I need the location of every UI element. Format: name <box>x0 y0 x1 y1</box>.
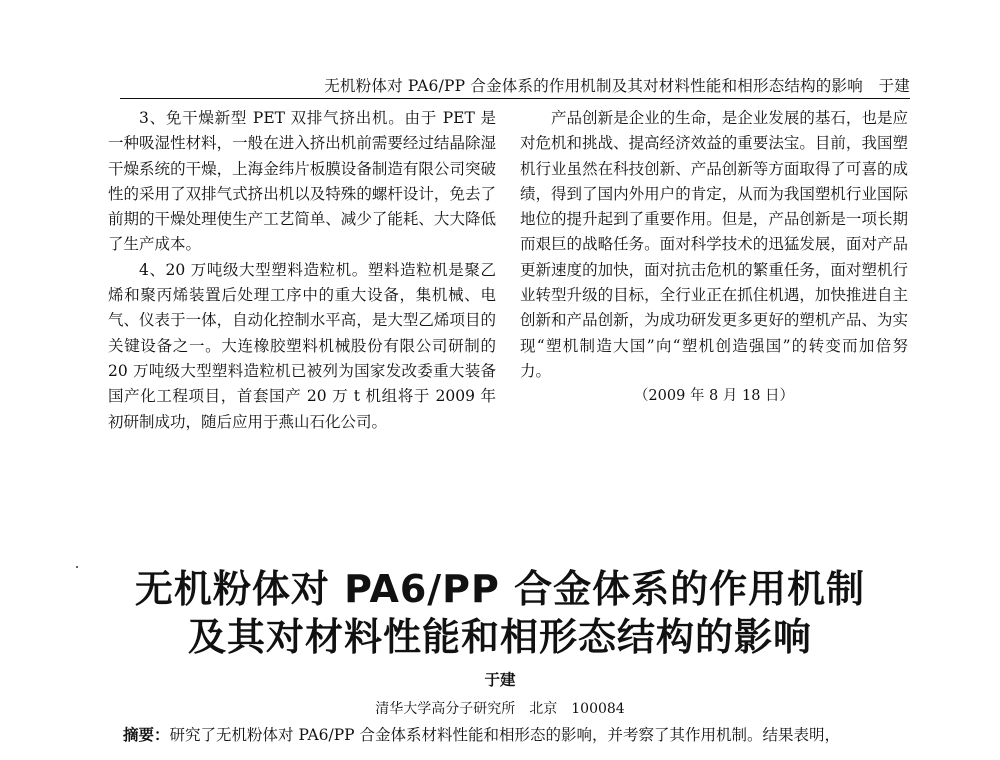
title-line-1: 无机粉体对 PA6/PP 合金体系的作用机制 <box>134 567 866 611</box>
right-column <box>520 106 908 410</box>
left-paragraph-2: 4、20 万吨级大型塑料造粒机。塑料造粒机是聚乙烯和聚丙烯装置后处理工序中的重大设备，集机械、电气、仪表于一体，自动化控制水平高，是大型乙烯项目的关键设备之一。大连橡胶塑料机械股份有限公司研制的 20 万吨级大型塑料造粒机已被列为国家发改委重大装备国产化工程项目，首套国产 20 万 t 机组将于 2009 年初研制成功，随后应用于燕山石化公司。 <box>108 260 496 431</box>
left-column <box>108 106 496 435</box>
abstract-label: 摘要： <box>123 725 170 744</box>
affiliation: 清华大学高分子研究所 北京 100084 <box>375 701 625 717</box>
abstract-text: 研究了无机粉体对 PA6/PP 合金体系材料性能和相形态的影响，并考察了其作用机制。结果表明， <box>169 726 841 744</box>
abstract <box>92 723 912 747</box>
title-line-2: 及其对材料性能和相形态结构的影响 <box>187 615 812 659</box>
author: 于建 <box>484 671 516 689</box>
header-rule <box>120 98 910 99</box>
right-paragraph: 产品创新是企业的生命，是企业发展的基石，也是应对危机和挑战、提高经济效益的重要法宝。目前，我国塑机行业虽然在科技创新、产品创新等方面取得了可喜的成绩，得到了国内外用户的肯定，从而为我国塑机行业国际地位的提升起到了重要作用。但是，产品创新是一项长期而艰巨的战略任务。面对科学技术的迅猛发展，面对产品更新速度的加快，面对抗击危机的繁重任务，面对塑机行业转型升级的目标，全行业正在抓住机遇，加快推进自主创新和产品创新，为成功研发更多更好的塑机产品、为实现“塑机制造大国”向“塑机创造强国”的转变而加倍努力。 <box>520 109 908 380</box>
left-paragraph-1: 3、免干燥新型 PET 双排气挤出机。由于 PET 是一种吸湿性材料，一般在进入挤出机前需要经过结晶除湿干燥系统的干燥，上海金纬片板膜设备制造有限公司突破性的采用了双排气式挤出机以及特殊的螺杆设计，免去了前期的干燥处理使生产工艺简单、减少了能耗、大大降低了生产成本。 <box>108 109 496 254</box>
date-line: （2009 年 8 月 18 日） <box>633 388 795 405</box>
article-title <box>0 565 1000 661</box>
running-header: 无机粉体对 PA6/PP 合金体系的作用机制及其对材料性能和相形态结构的影响 于建 <box>324 77 910 95</box>
